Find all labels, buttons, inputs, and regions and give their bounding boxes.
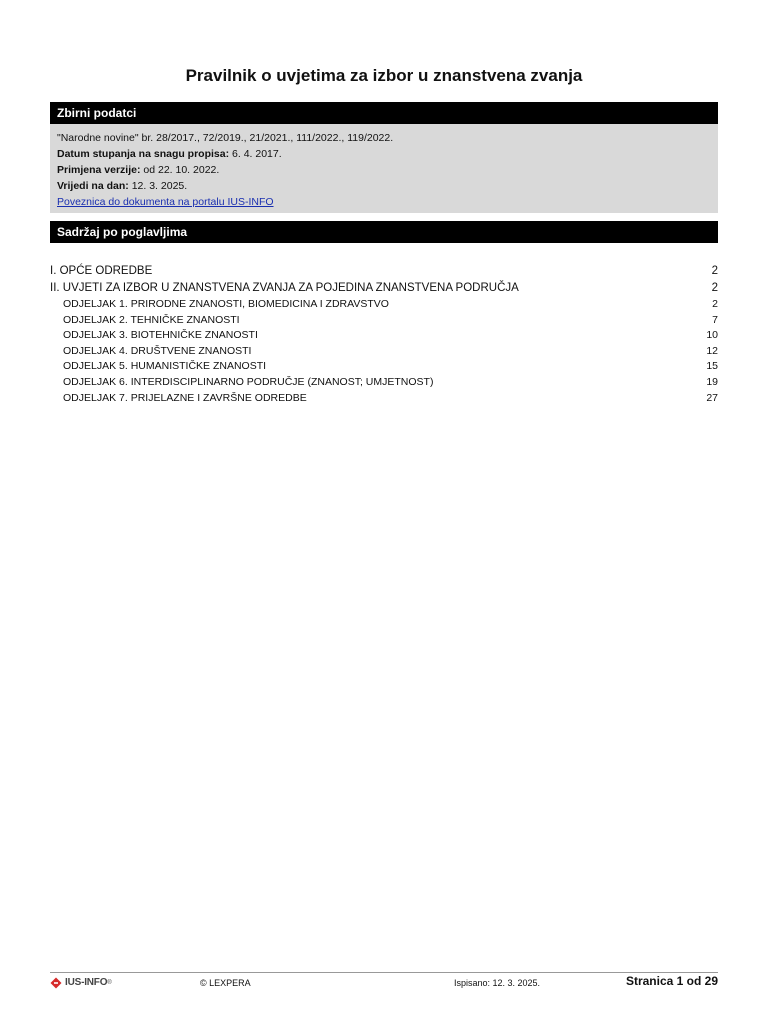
toc-subentry[interactable] [50, 297, 718, 313]
effective-date-line [57, 146, 711, 162]
toc-subentry[interactable] [50, 391, 718, 407]
version-line [57, 162, 711, 178]
toc-entry-label: ODJELJAK 5. HUMANISTIČKE ZNANOSTI [63, 360, 267, 373]
toc-entry-page: 2 [712, 298, 718, 310]
version-label: Primjena verzije: [57, 164, 141, 176]
logo-registered-mark: ® [107, 980, 112, 986]
toc-entry-page: 15 [706, 360, 718, 373]
toc-entry-label: I. OPĆE ODREDBE [50, 265, 153, 277]
toc-entry-label: II. UVJETI ZA IZBOR U ZNANSTVENA ZVANJA ZA POJEDINA ZNANSTVENA PODRUČJA [50, 282, 519, 294]
toc-entry-page: 2 [711, 282, 718, 294]
valid-on-label: Vrijedi na dan: [57, 180, 129, 192]
footer-divider [50, 972, 718, 973]
toc-entry-label: ODJELJAK 6. INTERDISCIPLINARNO PODRUČJE (ZNANOST; UMJETNOST) [63, 375, 434, 388]
toc-subentry[interactable] [50, 328, 718, 344]
toc-subentry[interactable] [50, 375, 718, 391]
toc-entry[interactable] [50, 263, 718, 280]
version-value: od 22. 10. 2022. [140, 164, 220, 176]
toc-entry-page: 2 [711, 265, 718, 277]
summary-header: Zbirni podatci [50, 102, 718, 124]
effective-date-label: Datum stupanja na snagu propisa: [57, 148, 230, 160]
toc-subentry[interactable] [50, 344, 718, 360]
valid-on-line [57, 178, 711, 194]
page-footer [50, 976, 718, 990]
print-date: Ispisano: 12. 3. 2025. [454, 978, 541, 988]
valid-on-value: 12. 3. 2025. [128, 180, 188, 192]
toc-entry-page: 27 [706, 391, 718, 404]
toc-entry-page: 12 [706, 344, 718, 357]
toc-entry-label: ODJELJAK 4. DRUŠTVENE ZNANOSTI [63, 344, 252, 357]
toc-entry[interactable] [50, 280, 718, 297]
document-title: Pravilnik o uvjetima za izbor u znanstvena zvanja [185, 66, 583, 85]
toc-subentry[interactable] [50, 313, 718, 329]
toc-entry-page: 19 [706, 375, 718, 388]
contents-header: Sadržaj po poglavljima [50, 221, 718, 243]
toc-entry-page: 7 [712, 313, 718, 326]
toc-entry-label: ODJELJAK 2. TEHNIČKE ZNANOSTI [63, 313, 240, 326]
portal-link-line [57, 194, 711, 210]
summary-box [50, 124, 718, 213]
toc-entry-page: 10 [706, 329, 718, 342]
table-of-contents [50, 263, 718, 406]
ius-info-logo [50, 976, 112, 990]
portal-link[interactable]: Poveznica do dokumenta na portalu IUS-INFO [57, 196, 274, 208]
logo-text: IUS-INFO [65, 977, 108, 988]
toc-entry-label: ODJELJAK 3. BIOTEHNIČKE ZNANOSTI [63, 329, 258, 342]
toc-entry-label: ODJELJAK 1. PRIRODNE ZNANOSTI, BIOMEDICINA I ZDRAVSTVO [63, 298, 389, 310]
ius-info-logo-icon [50, 977, 62, 989]
toc-subentry[interactable] [50, 359, 718, 375]
gazette-line: "Narodne novine" br. 28/2017., 72/2019., 21/2021., 111/2022., 119/2022. [57, 132, 394, 144]
toc-entry-label: ODJELJAK 7. PRIJELAZNE I ZAVRŠNE ODREDBE [63, 391, 307, 404]
effective-date-value: 6. 4. 2017. [229, 148, 282, 160]
page-number: Stranica 1 od 29 [625, 974, 718, 988]
copyright: © LEXPERA [200, 978, 251, 988]
